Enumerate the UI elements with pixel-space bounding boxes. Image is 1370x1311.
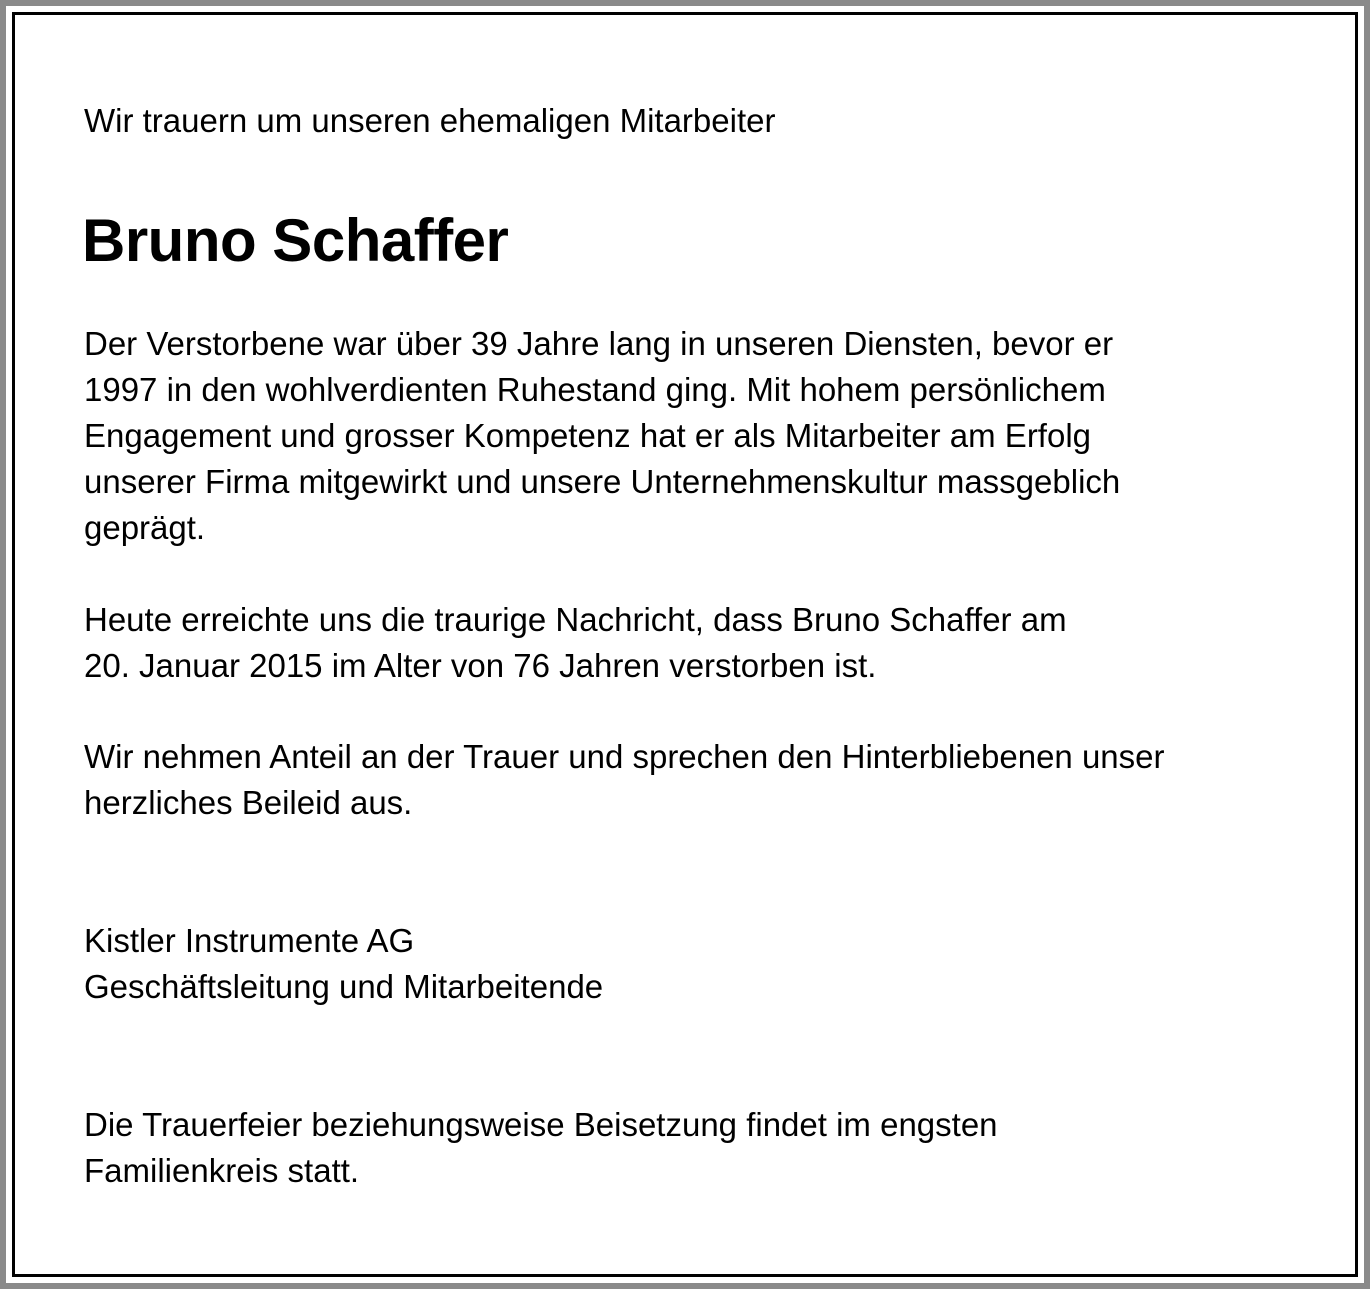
intro-text: Wir trauern um unseren ehemaligen Mitarbeiter [84,102,776,139]
signature-company: Kistler Instrumente AG [84,922,415,959]
footer-line: Familienkreis statt. [84,1152,360,1189]
paragraph1-line: Der Verstorbene war über 39 Jahre lang in unseren Diensten, bevor er [84,325,1114,362]
signature-team: Geschäftsleitung und Mitarbeitende [84,968,604,1005]
paragraph1-line: unserer Firma mitgewirkt und unsere Unternehmenskultur massgeblich [84,463,1121,500]
paragraph1-line: geprägt. [84,509,206,546]
paragraph2-line: 20. Januar 2015 im Alter von 76 Jahren verstorben ist. [84,647,877,684]
footer-line: Die Trauerfeier beziehungsweise Beisetzung findet im engsten [84,1106,998,1143]
paragraph1-line: 1997 in den wohlverdienten Ruhestand ging. Mit hohem persönlichem [84,371,1106,408]
paragraph3-line: Wir nehmen Anteil an der Trauer und sprechen den Hinterbliebenen unser [84,738,1165,775]
paragraph3-line: herzliches Beileid aus. [84,784,413,821]
paragraph1-line: Engagement und grosser Kompetenz hat er als Mitarbeiter am Erfolg [84,417,1092,454]
paragraph2-line: Heute erreichte uns die traurige Nachricht, dass Bruno Schaffer am [84,601,1067,638]
deceased-name: Bruno Schaffer [82,207,509,274]
